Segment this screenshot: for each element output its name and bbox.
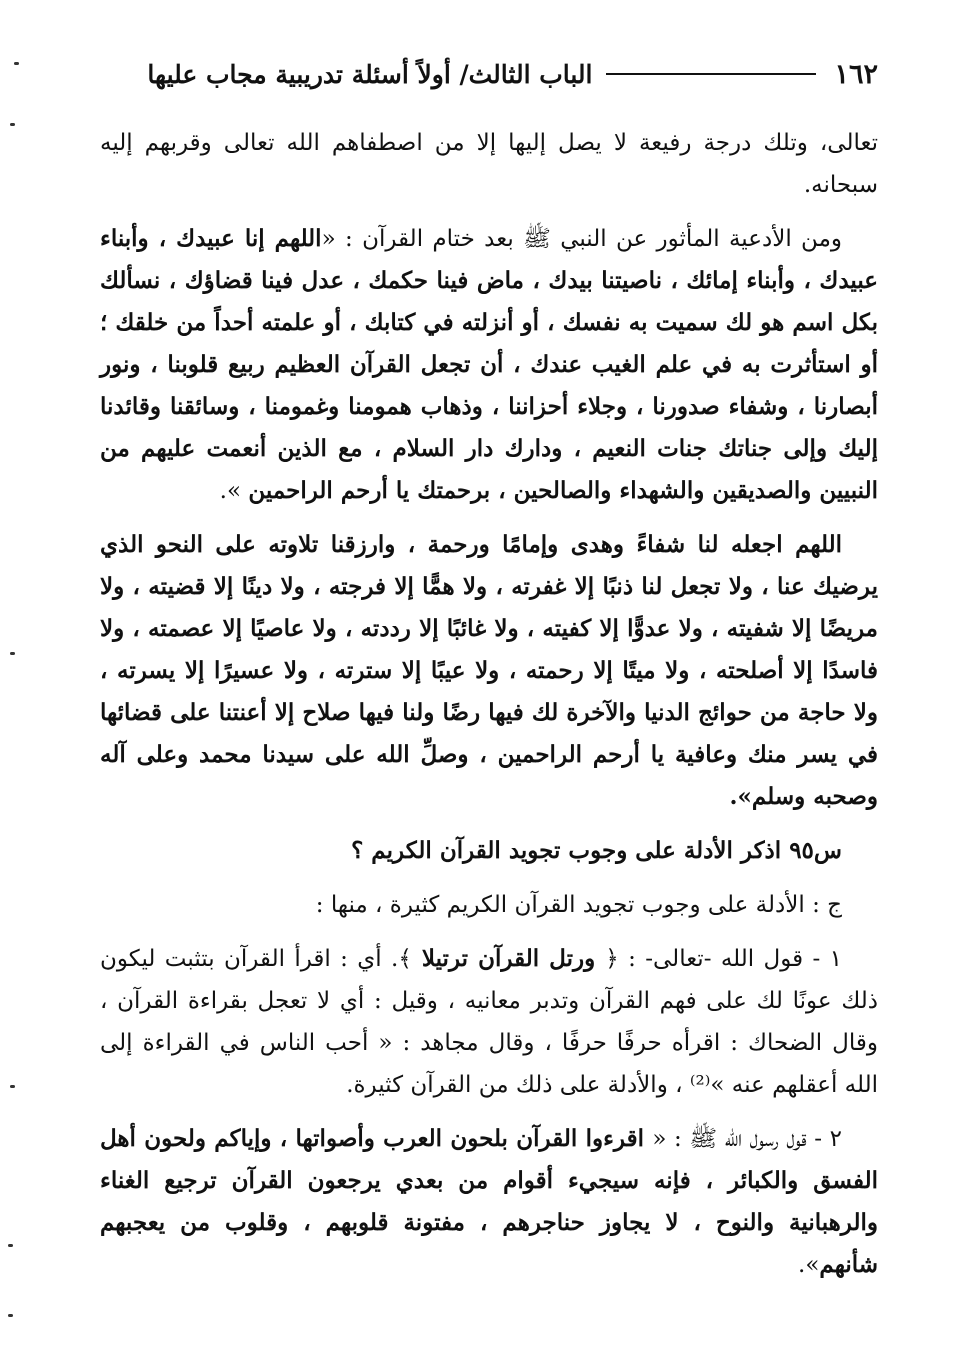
margin-speck [8,1244,13,1247]
question-95: س٩٥ اذكر الأدلة على وجوب تجويد القرآن الكريم ؟ [351,837,842,864]
margin-speck [10,652,15,655]
header-rule [606,73,816,75]
evidence-1-verse: ورتل القرآن ترتيلا [411,945,606,972]
page-number: ١٦٢ [834,58,878,90]
evidence-1-intro: ١ - قول الله -تعالى- : ﴿ [605,946,842,972]
answer-intro: ج : الأدلة على وجوب تجويد القرآن الكريم كثيرة ، منها : [315,892,842,918]
evidence-item-1 [100,938,878,1106]
margin-speck [10,123,15,126]
paragraph-supplication-intro [100,218,878,512]
page-header [92,52,878,96]
evidence-2-close: ». [798,1252,820,1278]
running-title: الباب الثالث/ أولاً أسئلة تدريبية مجاب عليها [147,59,593,89]
paragraph-continuation: تعالى، وتلك درجة رفيعة لا يصل إليها إلا من اصطفاهم الله تعالى وقربهم إليه سبحانه. [100,130,878,198]
supplication-quote: اللهم إنا عبيدك ، وأبناء عبيدك ، وأبناء إمائك ، ناصيتنا بيدك ، ماض فينا حكمك ، عدل فينا قضاؤك ، نسألك بكل اسم هو لك سميت به نفسك ، أو أنزلته في كتابك ، أو علمته أحداً من خلقك ؛ أو استأثرت به في علم الغيب عندك ، أن تجعل القرآن العظيم ربيع قلوبنا ، ونور أبصارنا ، وشفاء صدورنا ، وجلاء أحزاننا ، وذهاب همومنا وغمومنا ، وسائقنا وقائدنا إليك وإلى جناتك جنات النعيم ، ودارك دار السلام ، مع الذين أنعمت عليهم من النبيين والصديقين والشهداء والصالحين ، برحمتك يا أرحم الراحمين [100,225,878,504]
margin-speck [14,62,19,65]
evidence-2-hadith: اقرءوا القرآن بلحون العرب وأصواتها ، وإياكم ولحون أهل الفسق والكبائر ، فإنه سيجيء أقوام من بعدي يرجعون القرآن ترجيع الغناء والرهبانية والنوح ، لا يجاوز حناجرهم ، مفتونة قلوبهم ، وقلوب من يعجبهم شأنهم [100,1125,878,1278]
margin-speck [10,1085,15,1088]
supplication-intro-text: ومن الأدعية المأثور عن النبي ﷺ بعد ختام القرآن : « [321,226,842,252]
evidence-2-intro: ٢ - قول رسول الله ﷺ : « [652,1126,842,1152]
page-body [100,122,878,1298]
supplication-close: ». [219,478,249,504]
evidence-item-2 [100,1118,878,1286]
paragraph-supplication-continued: اللهم اجعله لنا شفاءً وهدى وإمامًا ورحمة ، وارزقنا تلاوته على النحو الذي يرضيك عنا ، ولا تجعل لنا ذنبًا إلا غفرته ، ولا همًّا إلا فرجته ، ولا دينًا إلا قضيته ، ولا مريضًا إلا شفيته ، ولا عدوًّا إلا كفيته ، ولا غائبًا إلا رددته ، ولا عاصيًا إلا عصمته ، ولا فاسدًا إلا أصلحته ، ولا ميتًا إلا رحمته ، ولا عيبًا إلا سترته ، ولا عسيرًا إلا يسرته ، ولا حاجة من حوائج الدنيا والآخرة لك فيها رضًا ولنا فيها صلاح إلا أعنتنا على قضائها في يسر منك وعافية يا أرحم الراحمين ، وصلِّ الله على سيدنا محمد وعلى آله وصحبه وسلم». [100,531,878,810]
margin-speck [8,1314,13,1317]
evidence-1-commentary: ﴾. أي : اقرأ القرآن بتثبت ليكون ذلك عونًا لك على فهم القرآن وتدبر معانيه ، وقيل : أي لا تعجل بقراءة القرآن ، وقال الضحاك : اقرأه حرفًا حرفًا ، وقال مجاهد : « أحب الناس في القراءة إلى الله أعقلهم عنه »⁽²⁾ ، والأدلة على ذلك من القرآن كثيرة. [100,946,878,1098]
